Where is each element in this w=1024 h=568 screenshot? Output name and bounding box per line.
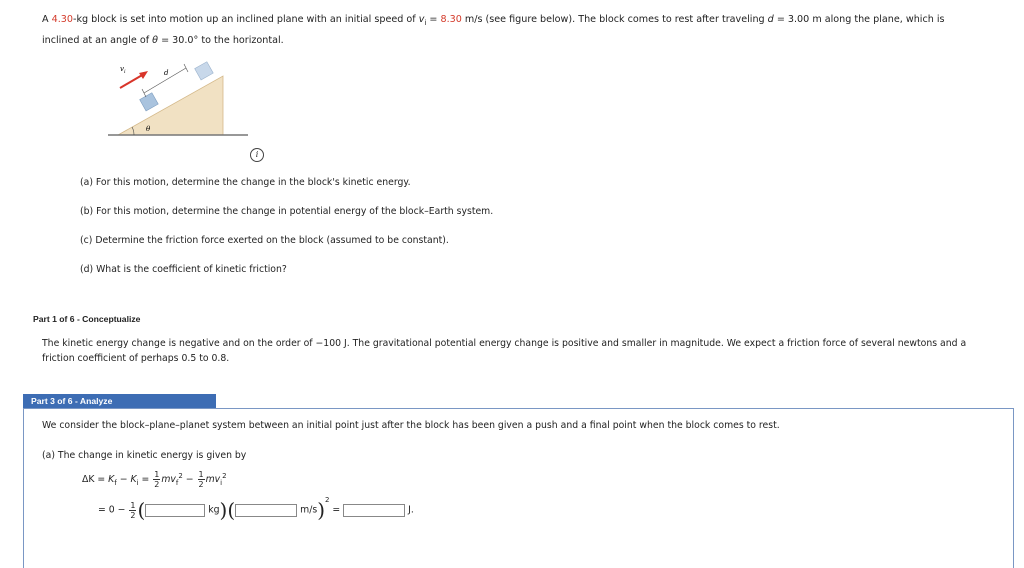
incline-figure	[108, 58, 248, 140]
equals-sign: =	[98, 504, 109, 516]
problem-statement	[42, 11, 1002, 50]
equals-sign: =	[94, 474, 109, 485]
d-label: d	[164, 69, 169, 77]
part3-a-text: (a) The change in kinetic energy is given by	[42, 450, 247, 461]
question-a: (a) For this motion, determine the change in the block's kinetic energy.	[80, 177, 411, 188]
kinetic-energy-substitution	[98, 498, 414, 522]
minus-sign: −	[114, 504, 129, 516]
block-final	[195, 62, 214, 80]
problem-text: -kg block is set into motion up an inclined plane with an initial speed of	[73, 14, 419, 25]
theta-symbol: θ	[152, 34, 159, 46]
vf-subscript: f	[175, 478, 179, 487]
unit-j: J.	[408, 504, 414, 516]
mass-input[interactable]	[145, 504, 205, 517]
problem-text: = 30.0° to the horizontal.	[158, 34, 284, 46]
distance-tick-right	[184, 64, 188, 72]
incline-ramp	[118, 76, 223, 135]
minus-sign: −	[182, 474, 197, 485]
problem-text: A	[42, 14, 52, 25]
unit-ms: m/s	[300, 504, 318, 516]
kinetic-energy-result-input[interactable]	[343, 504, 405, 517]
equals-sign: =	[329, 504, 344, 516]
delta-k-symbol: ΔK	[82, 474, 95, 485]
vi-subscript: i	[424, 18, 427, 27]
question-b: (b) For this motion, determine the change in potential energy of the block–Earth system.	[80, 206, 494, 217]
d-symbol: d	[767, 14, 774, 25]
question-c: (c) Determine the friction force exerted on the block (assumed to be constant).	[80, 235, 449, 246]
question-d: (d) What is the coefficient of kinetic friction?	[80, 264, 287, 275]
velocity-arrow	[120, 74, 144, 88]
kf-symbol: K	[108, 474, 115, 485]
problem-text: inclined at an angle of	[42, 34, 153, 46]
kinetic-energy-equation	[82, 470, 227, 489]
part3-intro: We consider the block–plane–planet system between an initial point just after the block has been given a push and a final point when the block comes to rest.	[42, 420, 780, 431]
part1-body: The kinetic energy change is negative and on the order of −100 J. The gravitational potential energy change is positive and smaller in magnitude. We expect a friction force of several newtons and a friction coefficient of perhaps 0.5 to 0.8.	[42, 338, 967, 364]
open-paren: (	[137, 498, 146, 522]
mass-value: 4.30	[51, 14, 73, 25]
half-fraction: $\frac{1}{2}$	[154, 470, 160, 489]
velocity-arrowhead	[139, 71, 148, 79]
speed-input[interactable]	[235, 504, 297, 517]
zero-value: 0	[108, 504, 115, 516]
part3-tab: Part 3 of 6 - Analyze	[23, 394, 216, 408]
minus-sign: −	[116, 474, 131, 485]
kf-subscript: f	[114, 478, 117, 487]
vi-subscript: i	[220, 478, 223, 487]
close-paren: )	[317, 498, 325, 522]
problem-text: = 3.00 m along the plane, which is	[773, 14, 945, 25]
part1-title: Part 1 of 6 - Conceptualize	[33, 314, 141, 324]
ki-symbol: K	[130, 474, 137, 485]
distance-tick-left	[142, 89, 146, 97]
half-fraction: $\frac{1}{2}$	[198, 470, 204, 489]
vi-symbol: v	[418, 14, 425, 25]
problem-text: =	[426, 14, 441, 25]
square-exponent: 2	[178, 471, 183, 480]
ki-subscript: i	[136, 478, 139, 487]
info-icon[interactable]: i	[250, 148, 264, 162]
open-paren: (	[227, 498, 236, 522]
mvf-term: mv	[161, 474, 176, 485]
vi-label: $v_i$	[120, 65, 126, 75]
equals-sign: =	[138, 474, 153, 485]
square-exponent: 2	[222, 471, 227, 480]
problem-text: m/s (see figure below). The block comes to rest after traveling	[461, 14, 768, 25]
block-initial	[140, 93, 159, 111]
speed-value: 8.30	[440, 14, 462, 25]
mvi-term: mv	[205, 474, 221, 485]
unit-kg: kg	[208, 504, 220, 516]
square-exponent: 2	[325, 496, 330, 505]
half-fraction: $\frac{1}{2}$	[130, 500, 136, 520]
theta-label: θ	[146, 125, 151, 133]
close-paren: )	[219, 498, 228, 522]
